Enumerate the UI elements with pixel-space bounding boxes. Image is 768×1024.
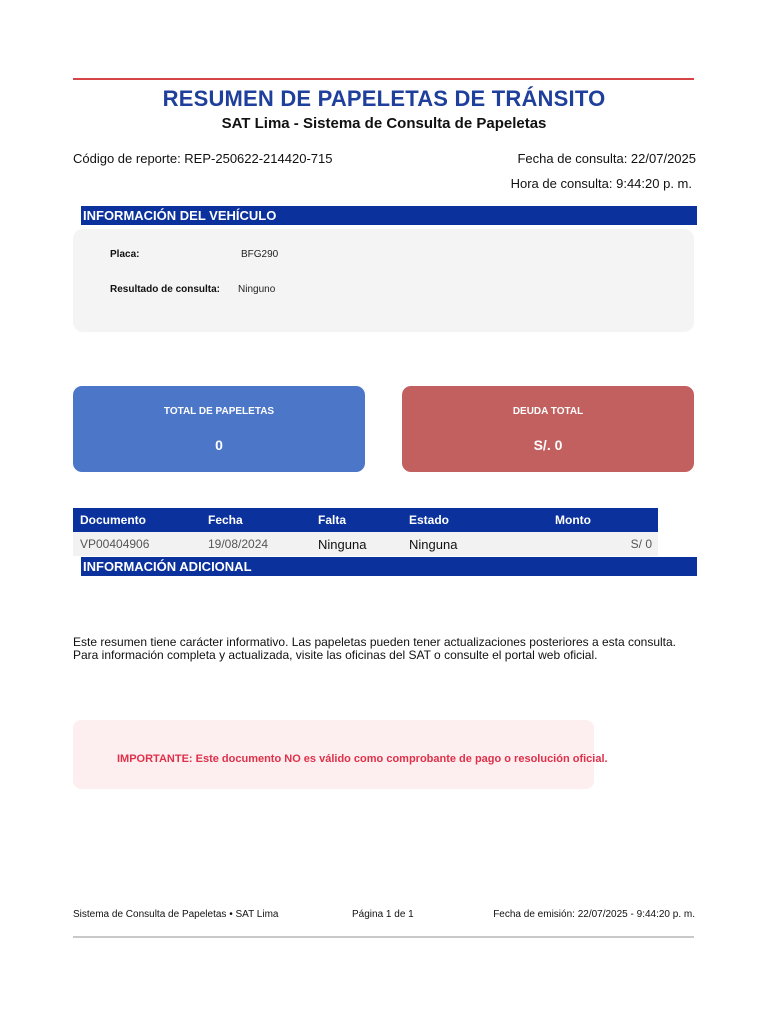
additional-info-text: Este resumen tiene carácter informativo. Las papeletas pueden tener actualizaciones posteriores a esta consulta. Para información completa y actualizada, visite las oficinas del SAT o consulte el portal web oficial. (73, 635, 677, 662)
col-header-estado: Estado (402, 508, 548, 532)
col-header-fecha: Fecha (201, 508, 311, 532)
vehicle-section-heading: INFORMACIÓN DEL VEHÍCULO (81, 206, 697, 225)
additional-section-heading: INFORMACIÓN ADICIONAL (81, 557, 697, 576)
result-label: Resultado de consulta: (110, 284, 221, 295)
total-debt-value: S/. 0 (533, 437, 563, 453)
report-code: Código de reporte: REP-250622-214420-715 (73, 151, 333, 166)
total-tickets-card (73, 386, 365, 472)
result-value: Ninguno (238, 284, 276, 295)
footer-system-name: Sistema de Consulta de Papeletas • SAT Lima (73, 909, 279, 920)
top-rule (73, 78, 694, 80)
footer-issue-date: Fecha de emisión: 22/07/2025 - 9:44:20 p. m. (493, 909, 695, 920)
cell-documento: VP00404906 (73, 532, 201, 556)
vehicle-info-box (73, 229, 694, 332)
warning-text: IMPORTANTE: Este documento NO es válido como comprobante de pago o resolución oficial. (117, 753, 608, 765)
plate-label: Placa: (110, 249, 140, 260)
total-tickets-label: TOTAL DE PAPELETAS (163, 406, 275, 417)
cell-estado: Ninguna (402, 532, 548, 556)
footer-page-number: Página 1 de 1 (352, 909, 414, 920)
tickets-table (73, 508, 658, 556)
col-header-falta: Falta (311, 508, 402, 532)
total-debt-label: DEUDA TOTAL (512, 406, 584, 417)
cell-monto: S/ 0 (548, 532, 658, 556)
col-header-documento: Documento (73, 508, 201, 532)
query-date: Fecha de consulta: 22/07/2025 (517, 151, 696, 166)
query-time: Hora de consulta: 9:44:20 p. m. (510, 176, 692, 191)
page-subtitle: SAT Lima - Sistema de Consulta de Papeletas (221, 115, 547, 132)
total-tickets-value: 0 (215, 437, 223, 453)
plate-value: BFG290 (241, 249, 279, 260)
cell-fecha: 19/08/2024 (201, 532, 311, 556)
table-row (73, 532, 658, 556)
cell-falta: Ninguna (311, 532, 402, 556)
col-header-monto: Monto (548, 508, 658, 532)
bottom-rule (73, 936, 694, 938)
total-debt-card (402, 386, 694, 472)
table-header-row (73, 508, 658, 532)
page-title: RESUMEN DE PAPELETAS DE TRÁNSITO (162, 86, 606, 111)
